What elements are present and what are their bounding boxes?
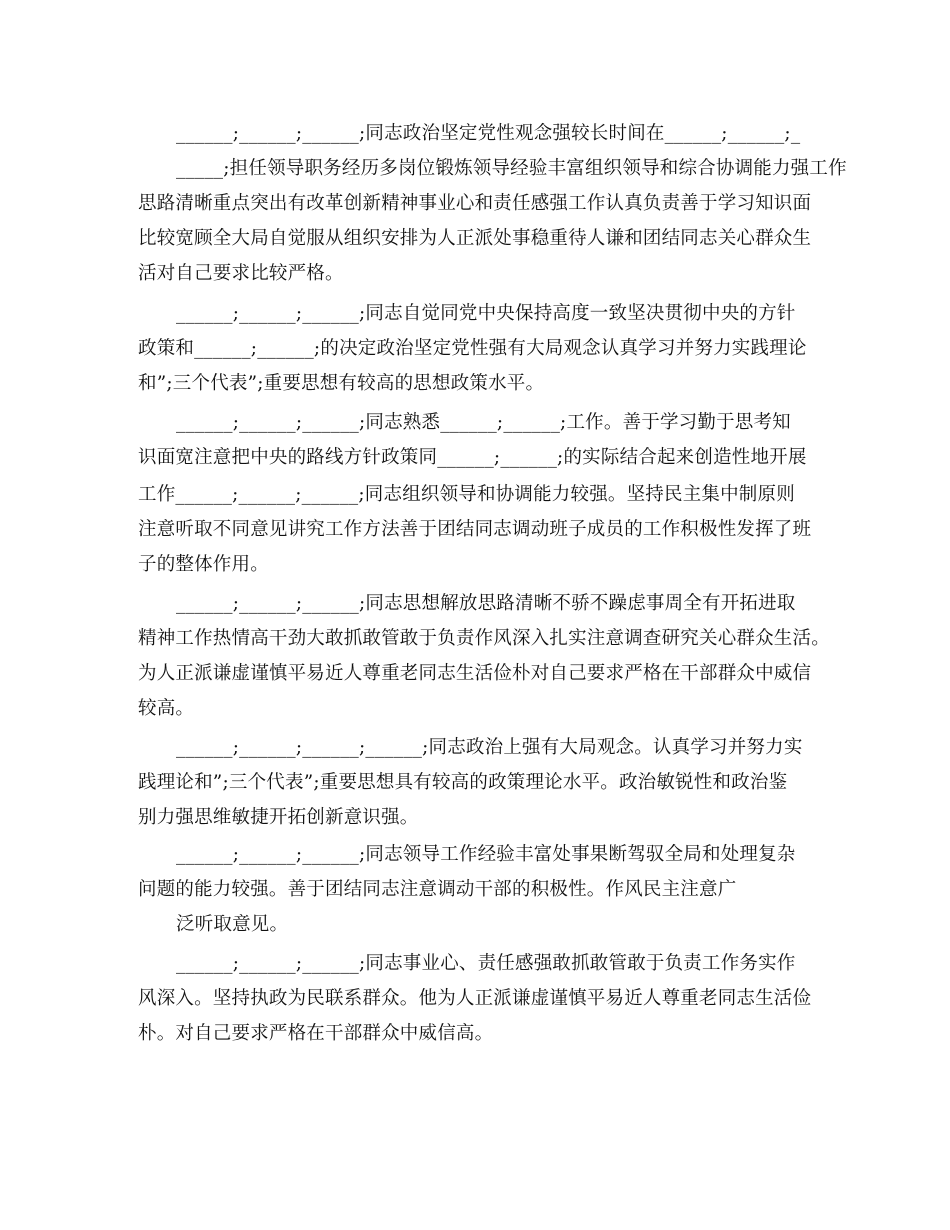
paragraph-line: 活对自己要求比较严格。: [138, 263, 344, 284]
paragraph-line: ______;______;______;同志事业心、责任感强敢抓敢管敢于负责工作务实作: [176, 953, 796, 974]
paragraph-line: 朴。对自己要求严格在干部群众中威信高。: [138, 1023, 494, 1044]
paragraph-line: 注意听取不同意见讲究工作方法善于团结同志调动班子成员的工作积极性发挥了班: [138, 519, 812, 540]
paragraph-line: 泛听取意见。: [176, 914, 289, 935]
paragraph-line: ______;______;______;同志政治坚定党性观念强较长时间在______;______;_: [176, 123, 801, 144]
paragraph-line: ______;______;______;同志自觉同党中央保持高度一致坚决贯彻中央的方针: [176, 303, 796, 324]
paragraph-line: 子的整体作用。: [138, 554, 269, 575]
paragraph-line: 别力强思维敏捷开拓创新意识强。: [138, 807, 419, 828]
paragraph-line: _____;担任领导职务经历多岗位锻炼领导经验丰富组织领导和综合协调能力强工作: [176, 158, 847, 179]
paragraph-line: 比较宽顾全大局自觉服从组织安排为人正派处事稳重待人谦和团结同志关心群众生: [138, 228, 812, 249]
paragraph-line: 识面宽注意把中央的路线方针政策同______;______;的实际结合起来创造性地开展: [138, 447, 807, 468]
paragraph-line: ______;______;______;同志领导工作经验丰富处事果断驾驭全局和处理复杂: [176, 844, 796, 865]
paragraph-line: 政策和______;______;的决定政治坚定党性强有大局观念认真学习并努力实践理论: [138, 338, 807, 359]
paragraph-line: 风深入。坚持执政为民联系群众。他为人正派谦虚谨慎平易近人尊重老同志生活俭: [138, 988, 812, 1009]
paragraph-line: 践理论和”;三个代表”;重要思想具有较高的政策理论水平。政治敏锐性和政治鉴: [138, 772, 788, 793]
paragraph-line: 和”;三个代表”;重要思想有较高的思想政策水平。: [138, 373, 545, 394]
paragraph-line: ______;______;______;同志熟悉______;______;工作。善于学习勤于思考知: [176, 412, 791, 433]
paragraph-line: 思路清晰重点突出有改革创新精神事业心和责任感强工作认真负责善于学习知识面: [138, 193, 812, 214]
paragraph-line: 较高。: [138, 698, 195, 719]
paragraph-line: 为人正派谦虚谨慎平易近人尊重老同志生活俭朴对自己要求严格在干部群众中威信: [138, 663, 812, 684]
paragraph-line: 工作______;______;______;同志组织领导和协调能力较强。坚持民主集中制原则: [138, 484, 795, 505]
paragraph-line: ______;______;______;同志思想解放思路清晰不骄不躁虑事周全有开拓进取: [176, 593, 796, 614]
paragraph-line: 问题的能力较强。善于团结同志注意调动干部的积极性。作风民主注意广: [138, 879, 737, 900]
paragraph-line: 精神工作热情高干劲大敢抓敢管敢于负责作风深入扎实注意调查研究关心群众生活。: [138, 628, 830, 649]
paragraph-line: ______;______;______;______;同志政治上强有大局观念。认真学习并努力实: [176, 737, 803, 758]
